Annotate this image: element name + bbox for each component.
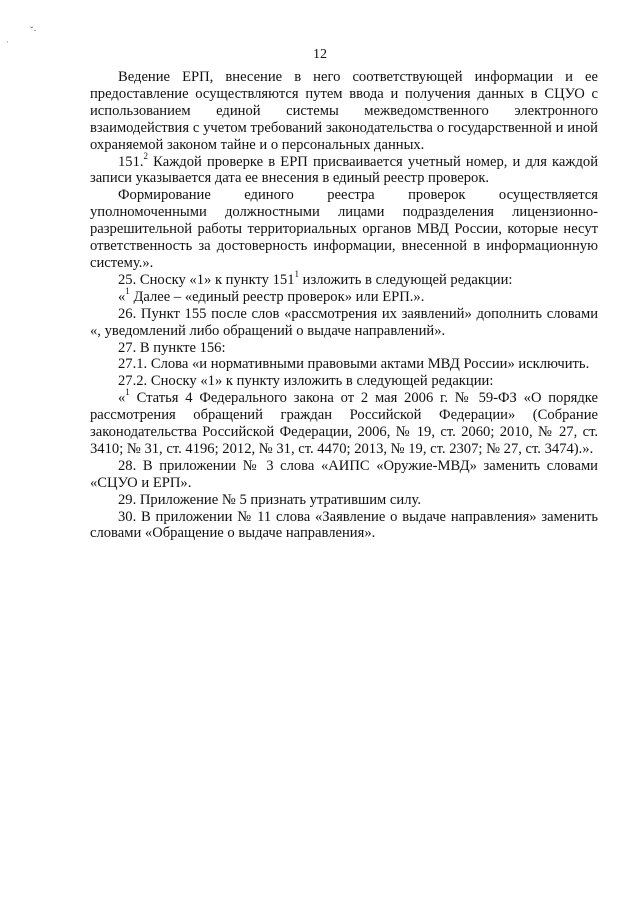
paragraph-text: 26. Пункт 155 после слов «рассмотрения их заявлений» дополнить словами «, уведомлений либо обращений о выдаче направлений».	[90, 305, 598, 339]
paragraph-text: 27.1. Слова «и нормативными правовыми актами МВД России» исключить.	[118, 356, 590, 373]
paragraph-text: «	[118, 390, 126, 407]
paragraph-text: 30. В приложении № 11 слова «Заявление о выдаче направления» заменить словами «Обращение о выдаче направления».	[90, 508, 598, 542]
paragraph-item-25	[90, 269, 598, 289]
superscript: 1	[125, 285, 130, 296]
paragraph-text: изложить в следующей редакции:	[299, 271, 513, 288]
paragraph-item-27-1	[90, 356, 598, 373]
paragraph-text: 27.2. Сноску «1» к пункту изложить в следующей редакции:	[118, 373, 494, 390]
paragraph-text: 29. Приложение № 5 признать утратившим силу.	[118, 491, 421, 508]
paragraph-text: 25. Сноску «1» к пункту 151	[118, 271, 295, 288]
paragraph-text: «	[118, 288, 126, 305]
paragraph-text: 151.	[118, 153, 144, 170]
paragraph-item-28	[90, 458, 598, 492]
document-body	[90, 69, 598, 542]
scan-artifact-dot: ·	[6, 37, 9, 47]
paragraph-151-2	[90, 150, 598, 188]
superscript: 2	[143, 150, 149, 161]
paragraph-item-30	[90, 509, 598, 543]
paragraph-text: 27. В пункте 156:	[118, 339, 226, 356]
paragraph-text: Каждой проверке в ЕРП присваивается учетный номер, и для каждой записи указывается дата ее внесения в единый реестр проверок.	[90, 153, 598, 187]
paragraph-registry-formation	[90, 187, 598, 272]
paragraph-erp-maintenance	[90, 69, 598, 154]
superscript: 1	[294, 269, 300, 280]
paragraph-text: Статья 4 Федерального закона от 2 мая 2006 г. № 59-ФЗ «О порядке рассмотрения обращений граждан Российской Федерации» (Собрание законодательства Российской Федерации, 2006, № 19, ст. 2060; 2010, № 27, ст. 3410; № 31, ст. 4196; 2012, № 31, ст. 4470; 2013, № 19, ст. 2307; № 27, ст. 3474).».	[90, 390, 598, 457]
paragraph-text: Далее – «единый реестр проверок» или ЕРП.».	[129, 288, 425, 305]
superscript: 1	[125, 387, 130, 398]
paragraph-text: Ведение ЕРП, внесение в него соответствующей информации и ее предоставление осуществляются путем ввода и получения данных в СЦУО с использованием единой системы межведомственного электронного взаимодействия с учетом требований законодательства о государственной и иной охраняемой законом тайне и о персональных данных.	[90, 69, 598, 153]
paragraph-footnote-law	[90, 387, 598, 458]
paragraph-item-29	[90, 492, 598, 509]
paragraph-text: 28. В приложении № 3 слова «АИПС «Оружие-МВД» заменить словами «СЦУО и ЕРП».	[90, 457, 598, 491]
paragraph-footnote-erp	[90, 285, 598, 306]
paragraph-item-27-2	[90, 373, 598, 390]
paragraph-item-26	[90, 306, 598, 340]
page-number: 12	[313, 47, 327, 62]
paragraph-text: Формирование единого реестра проверок осуществляется уполномоченными должностными лицами подразделения лицензионно-разрешительной работы территориальных органов МВД России, которые несут ответственность за достоверность информации, внесенной в информационную систему.».	[90, 187, 598, 271]
scan-artifact-mark: ˇ·	[30, 26, 37, 37]
paragraph-item-27	[90, 340, 598, 357]
